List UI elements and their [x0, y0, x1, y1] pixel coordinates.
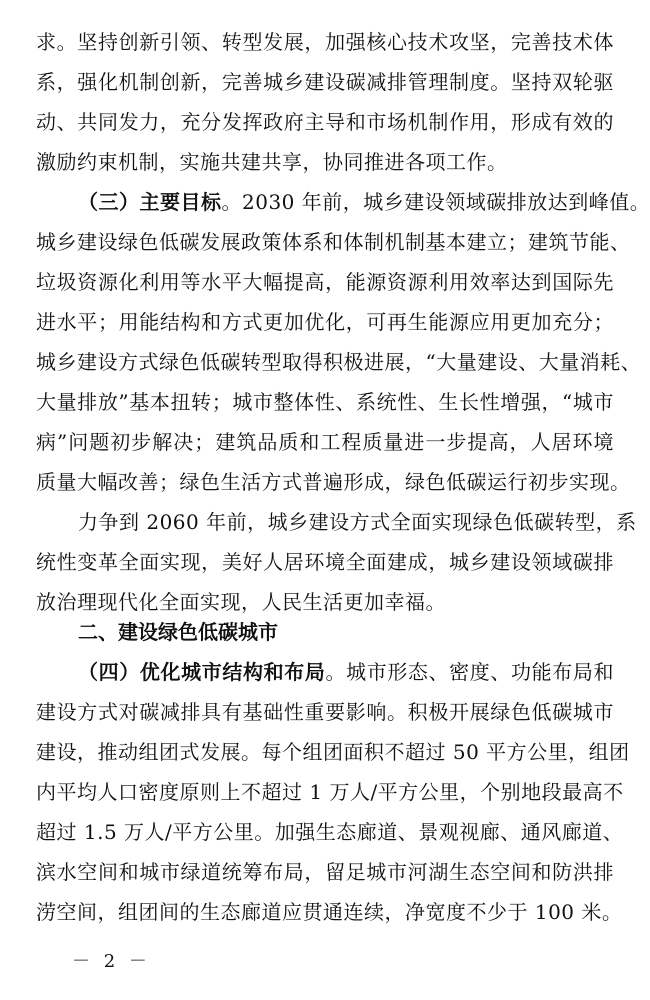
paragraph-2-line-2: 城乡建设绿色低碳发展政策体系和体制机制基本建立；建筑节能、	[36, 230, 631, 254]
paragraph-2-line-4: 进水平；用能结构和方式更加优化，可再生能源应用更加充分；	[36, 310, 614, 334]
paragraph-1-line-3: 动、共同发力，充分发挥政府主导和市场机制作用，形成有效的	[36, 110, 614, 134]
paragraph-3-line-1: 力争到 2060 年前，城乡建设方式全面实现绿色低碳转型，系	[78, 510, 637, 534]
paragraph-1-line-4: 激励约束机制，实施共建共享，协同推进各项工作。	[36, 150, 508, 174]
paragraph-4-line-7: 涝空间，组团间的生态廊道应贯通连续，净宽度不少于 100 米。	[36, 900, 623, 924]
paragraph-4-first-line-text: 。城市形态、密度、功能布局和	[325, 660, 615, 684]
paragraph-2-line-6: 大量排放”基本扭转；城市整体性、系统性、生长性增强，“城市	[36, 390, 614, 414]
paragraph-1-line-1: 求。坚持创新引领、转型发展，加强核心技术攻坚，完善技术体	[36, 30, 614, 54]
page-number: － 2 －	[72, 951, 151, 972]
paragraph-4-line-1	[78, 652, 614, 692]
paragraph-3-line-2: 统性变革全面实现，美好人居环境全面建成，城乡建设领域碳排	[36, 550, 614, 574]
paragraph-4-line-4: 内平均人口密度原则上不超过 1 万人/平方公里，个别地段最高不	[36, 780, 624, 804]
paragraph-4-line-2: 建设方式对碳减排具有基础性重要影响。积极开展绿色低碳城市	[36, 700, 614, 724]
paragraph-2-lead: （三）主要目标	[78, 190, 222, 214]
paragraph-2-first-line-text: 。2030 年前，城乡建设领域碳排放达到峰值。	[221, 190, 650, 214]
paragraph-2-line-8: 质量大幅改善；绿色生活方式普遍形成，绿色低碳运行初步实现。	[36, 470, 631, 494]
paragraph-2-line-3: 垃圾资源化利用等水平大幅提高，能源资源利用效率达到国际先	[36, 270, 614, 294]
paragraph-4-line-5: 超过 1.5 万人/平方公里。加强生态廊道、景观视廊、通风廊道、	[36, 820, 624, 844]
section-heading: 二、建设绿色低碳城市	[78, 620, 278, 644]
paragraph-2-line-1	[78, 182, 650, 222]
paragraph-4-line-3: 建设，推动组团式发展。每个组团面积不超过 50 平方公里，组团	[36, 740, 630, 764]
paragraph-3-line-3: 放治理现代化全面实现，人民生活更加幸福。	[36, 590, 446, 614]
paragraph-4-line-6: 滨水空间和城市绿道统筹布局，留足城市河湖生态空间和防洪排	[36, 860, 614, 884]
paragraph-4-lead: （四）优化城市结构和布局	[78, 660, 326, 684]
paragraph-2-line-5: 城乡建设方式绿色低碳转型取得积极进展，“大量建设、大量消耗、	[36, 350, 642, 374]
paragraph-2-line-7: 病”问题初步解决；建筑品质和工程质量进一步提高，人居环境	[36, 430, 614, 454]
paragraph-1-line-2: 系，强化机制创新，完善城乡建设碳减排管理制度。坚持双轮驱	[36, 70, 614, 94]
